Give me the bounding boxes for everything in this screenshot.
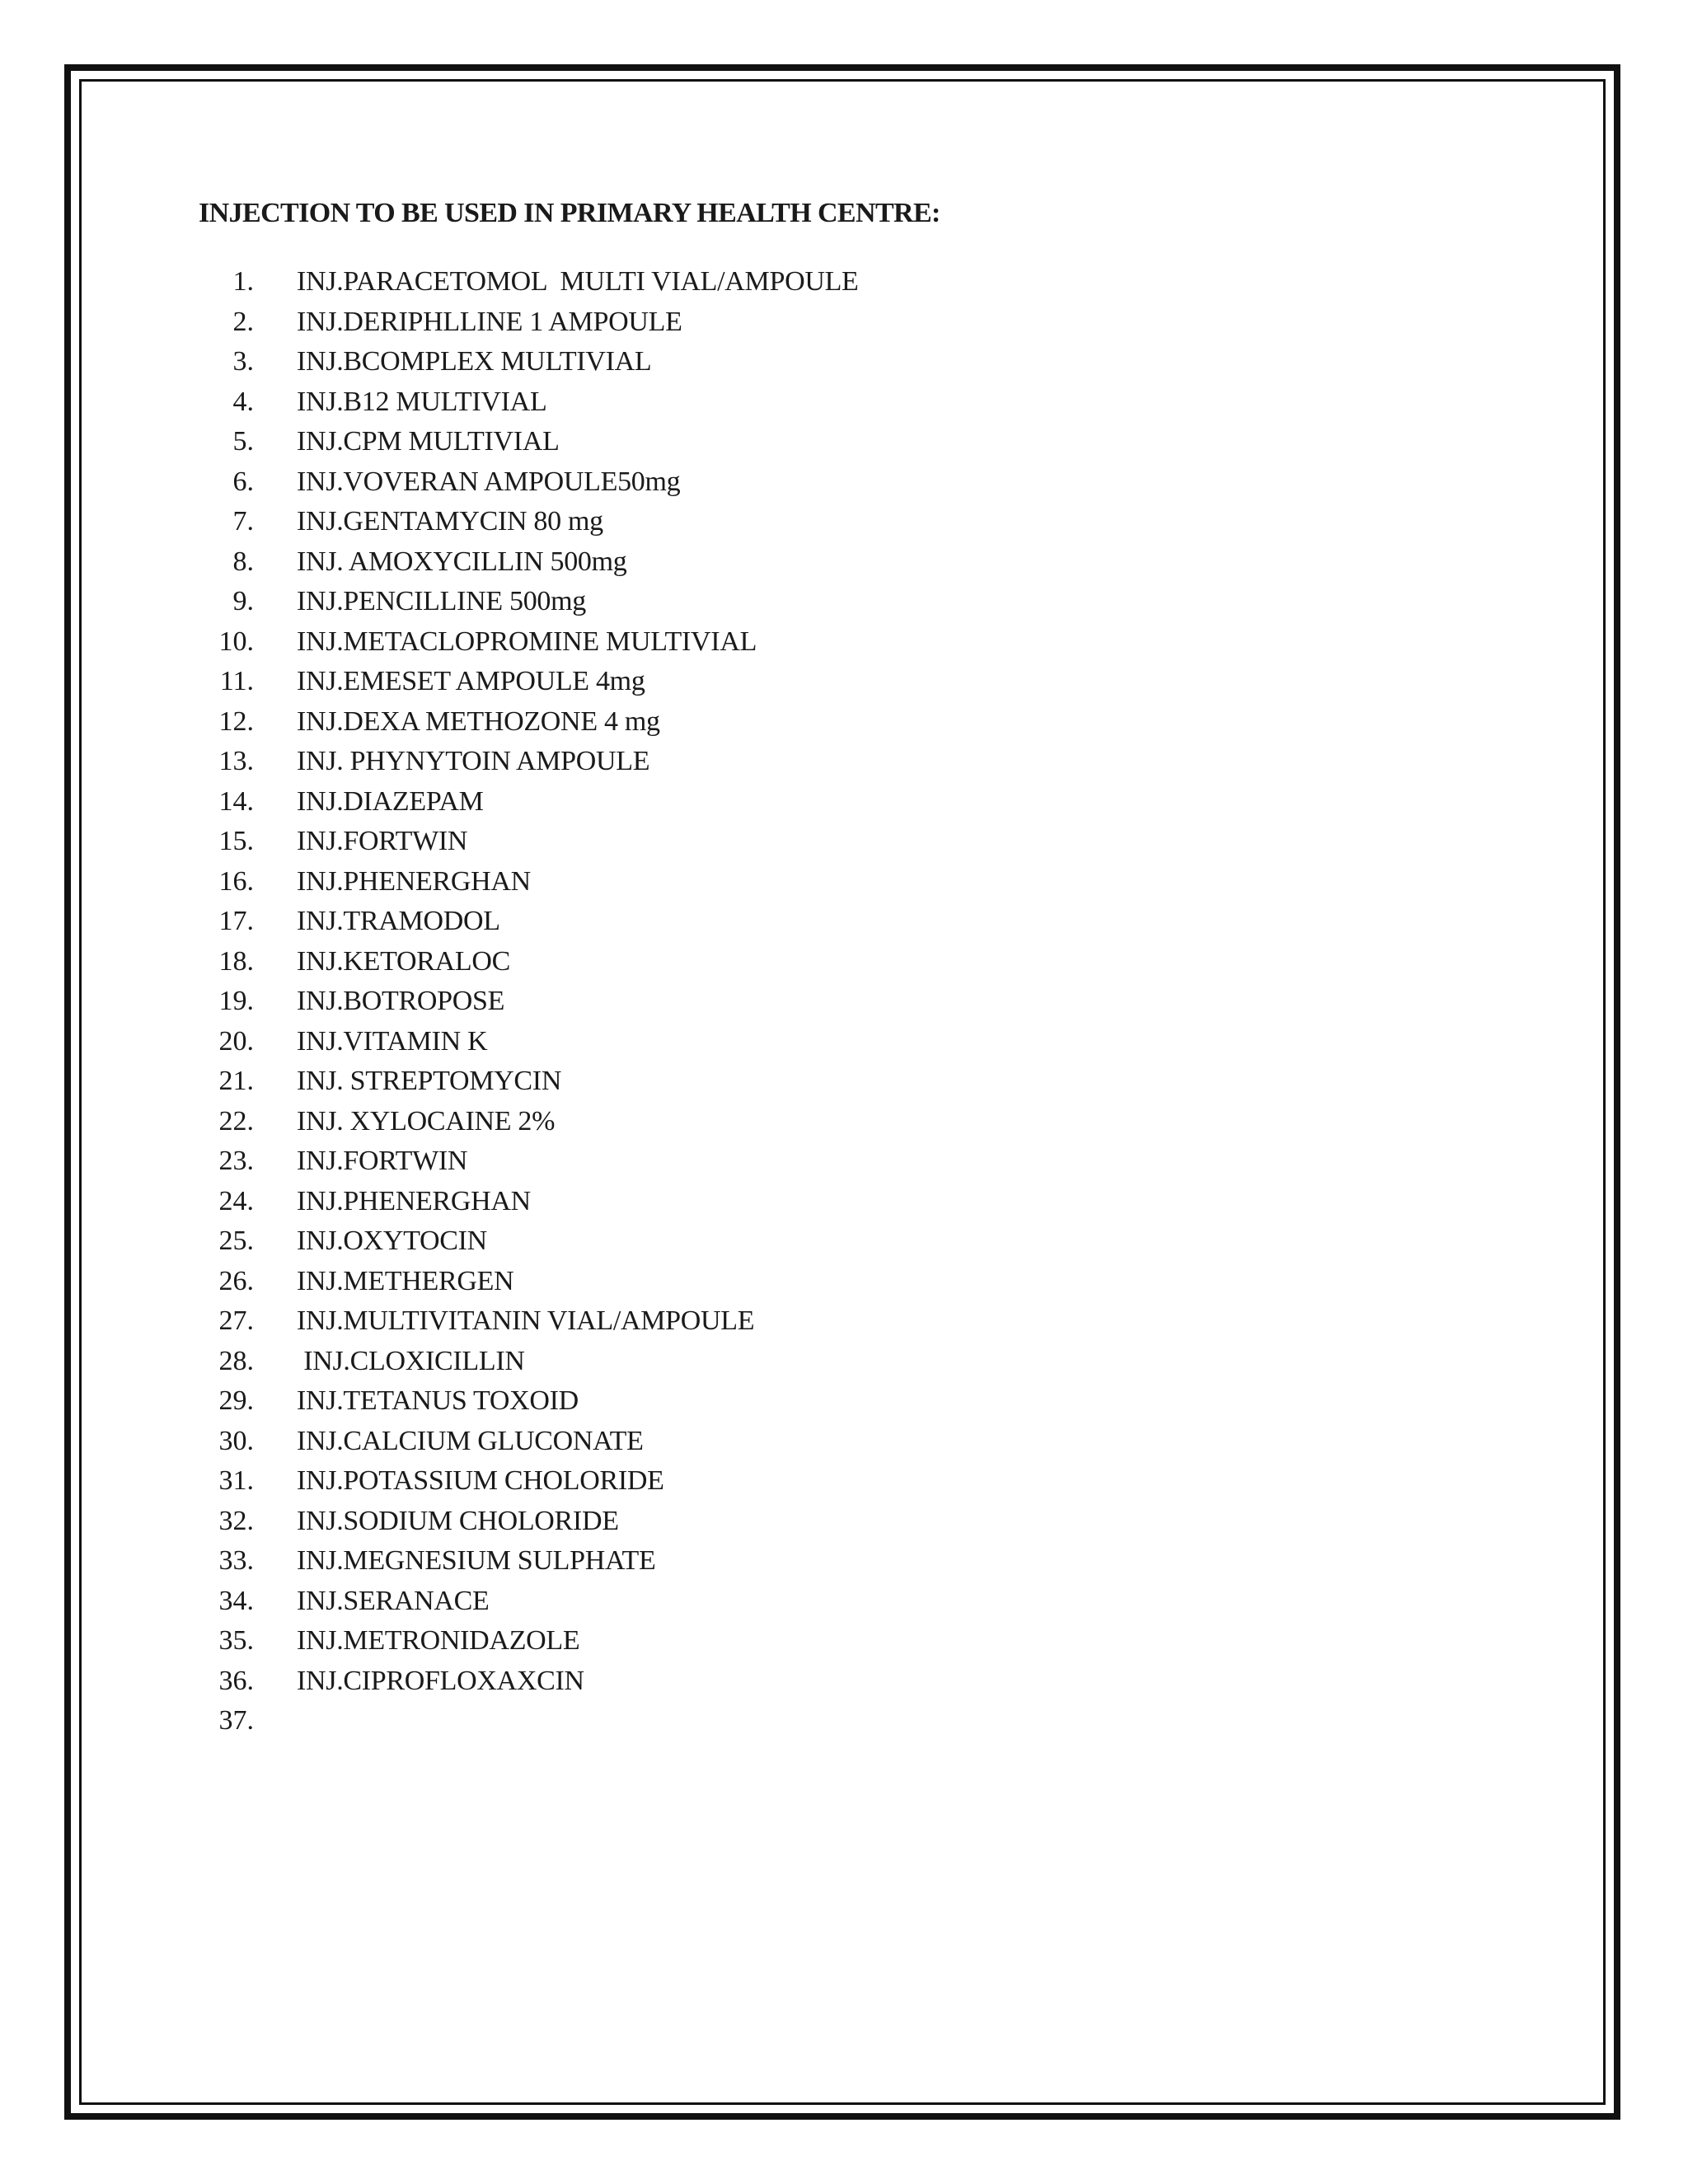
- list-item: [213, 1461, 664, 1502]
- list-item: [213, 1301, 755, 1342]
- list-item-text: INJ.SODIUM CHOLORIDE: [297, 1505, 619, 1536]
- list-item: [213, 902, 500, 942]
- injection-list: [213, 262, 859, 1741]
- list-item-number: 13.: [218, 746, 254, 776]
- list-item-number: 28.: [218, 1345, 254, 1376]
- list-item-number: 3.: [232, 346, 254, 377]
- list-item: [213, 382, 547, 423]
- list-item-number: 15.: [218, 826, 254, 856]
- list-item-number: 4.: [232, 386, 254, 417]
- list-item-text: INJ.METRONIDAZOLE: [297, 1625, 580, 1656]
- list-item-number: 16.: [218, 865, 254, 897]
- list-item-text: INJ.PENCILLINE 500mg: [297, 586, 586, 616]
- list-item-number: 7.: [232, 506, 254, 537]
- list-item: [213, 1422, 644, 1462]
- list-item-text: INJ. XYLOCAINE 2%: [297, 1105, 556, 1137]
- list-item-text: INJ.MEGNESIUM SULPHATE: [297, 1545, 656, 1576]
- list-item-number: 17.: [218, 906, 254, 936]
- list-item: [213, 1342, 525, 1382]
- list-item: [213, 1701, 254, 1741]
- list-item-number: 22.: [218, 1105, 254, 1137]
- list-item-number: 33.: [218, 1545, 254, 1576]
- list-item-number: 36.: [218, 1665, 254, 1696]
- list-item-number: 9.: [232, 586, 254, 616]
- list-item-text: INJ.METACLOPROMINE MULTIVIAL: [297, 626, 757, 657]
- list-item: [213, 262, 859, 302]
- list-item-number: 24.: [218, 1185, 254, 1216]
- list-item-number: 29.: [218, 1385, 254, 1416]
- list-item: [213, 502, 603, 542]
- list-item: [213, 1661, 584, 1702]
- list-item-number: 6.: [232, 466, 254, 497]
- list-item-text: INJ.EMESET AMPOULE 4mg: [297, 666, 645, 696]
- list-item: [213, 622, 757, 663]
- list-item: [213, 862, 531, 902]
- list-item-text: INJ. PHYNYTOIN AMPOULE: [297, 746, 650, 776]
- list-item-text: INJ.FORTWIN: [297, 826, 468, 856]
- list-item: [213, 1502, 619, 1542]
- list-item-number: 10.: [218, 626, 254, 657]
- list-item-number: 37.: [218, 1705, 254, 1736]
- list-item-text: INJ. AMOXYCILLIN 500mg: [297, 546, 627, 577]
- list-item-text: INJ.B12 MULTIVIAL: [297, 386, 547, 417]
- list-item-number: 5.: [232, 426, 254, 457]
- list-item-text: INJ.PHENERGHAN: [297, 865, 531, 897]
- list-item-number: 35.: [218, 1625, 254, 1656]
- list-item-text: INJ.BOTROPOSE: [297, 986, 505, 1016]
- list-item-number: 23.: [218, 1146, 254, 1176]
- list-item: [213, 1141, 468, 1182]
- list-item: [213, 1102, 556, 1142]
- list-item-text: INJ.DERIPHLLINE 1 AMPOULE: [297, 306, 682, 337]
- list-item-text: INJ.CPM MULTIVIAL: [297, 426, 560, 457]
- list-item-text: INJ.OXYTOCIN: [297, 1226, 487, 1256]
- list-item-text: INJ.KETORALOC: [297, 945, 510, 977]
- list-item-number: 2.: [232, 306, 254, 337]
- list-item-number: 12.: [218, 705, 254, 737]
- list-item-text: INJ.TRAMODOL: [297, 906, 500, 936]
- list-item-number: 25.: [218, 1226, 254, 1256]
- list-item-text: INJ.CIPROFLOXAXCIN: [297, 1665, 584, 1696]
- list-item-number: 8.: [232, 546, 254, 577]
- list-item-text: INJ.VOVERAN AMPOULE50mg: [297, 466, 681, 497]
- list-item-number: 19.: [218, 986, 254, 1016]
- list-item-text: INJ.BCOMPLEX MULTIVIAL: [297, 346, 652, 377]
- list-item: [213, 782, 484, 823]
- list-item: [213, 1381, 579, 1422]
- list-item-text: INJ.DIAZEPAM: [297, 785, 484, 817]
- list-item-text: INJ.CALCIUM GLUCONATE: [297, 1425, 644, 1456]
- list-item-number: 27.: [218, 1305, 254, 1336]
- list-item: [213, 1182, 531, 1222]
- list-item: [213, 542, 627, 583]
- list-item-text: INJ.DEXA METHOZONE 4 mg: [297, 705, 660, 737]
- list-item-number: 14.: [218, 785, 254, 817]
- list-item: [213, 942, 510, 982]
- list-item: [213, 822, 468, 862]
- list-item-number: 20.: [218, 1025, 254, 1057]
- list-item-text: INJ.CLOXICILLIN: [297, 1345, 525, 1376]
- document-heading: INJECTION TO BE USED IN PRIMARY HEALTH CENTRE:: [199, 198, 940, 228]
- list-item: [213, 702, 660, 743]
- list-item-text: INJ.GENTAMYCIN 80 mg: [297, 506, 603, 537]
- list-item: [213, 742, 650, 782]
- list-item-text: INJ. STREPTOMYCIN: [297, 1066, 562, 1096]
- list-item: [213, 1221, 487, 1262]
- list-item-text: INJ.TETANUS TOXOID: [297, 1385, 579, 1416]
- list-item: [213, 982, 505, 1022]
- list-item-text: INJ.POTASSIUM CHOLORIDE: [297, 1465, 664, 1496]
- list-item: [213, 422, 560, 462]
- list-item: [213, 1062, 562, 1102]
- list-item-number: 18.: [218, 945, 254, 977]
- list-item: [213, 302, 682, 343]
- list-item: [213, 662, 645, 702]
- list-item-number: 26.: [218, 1265, 254, 1296]
- list-item: [213, 1621, 580, 1661]
- list-item-text: INJ.PARACETOMOL MULTI VIAL/AMPOULE: [297, 266, 859, 297]
- list-item-text: INJ.SERANACE: [297, 1585, 490, 1616]
- list-item-text: INJ.METHERGEN: [297, 1265, 514, 1296]
- list-item: [213, 462, 681, 503]
- list-item: [213, 1541, 656, 1582]
- list-item-text: INJ.FORTWIN: [297, 1146, 468, 1176]
- list-item: [213, 1262, 514, 1302]
- list-item: [213, 1022, 488, 1062]
- list-item-number: 32.: [218, 1505, 254, 1536]
- list-item-number: 21.: [218, 1066, 254, 1096]
- list-item: [213, 582, 586, 622]
- list-item-number: 34.: [218, 1585, 254, 1616]
- list-item: [213, 342, 652, 382]
- list-item-number: 30.: [218, 1425, 254, 1456]
- list-item-text: INJ.VITAMIN K: [297, 1025, 488, 1057]
- list-item-number: 1.: [232, 266, 254, 297]
- list-item-text: INJ.PHENERGHAN: [297, 1185, 531, 1216]
- list-item-number: 11.: [219, 666, 254, 696]
- list-item-text: INJ.MULTIVITANIN VIAL/AMPOULE: [297, 1305, 755, 1336]
- list-item-number: 31.: [218, 1465, 254, 1496]
- list-item: [213, 1582, 490, 1622]
